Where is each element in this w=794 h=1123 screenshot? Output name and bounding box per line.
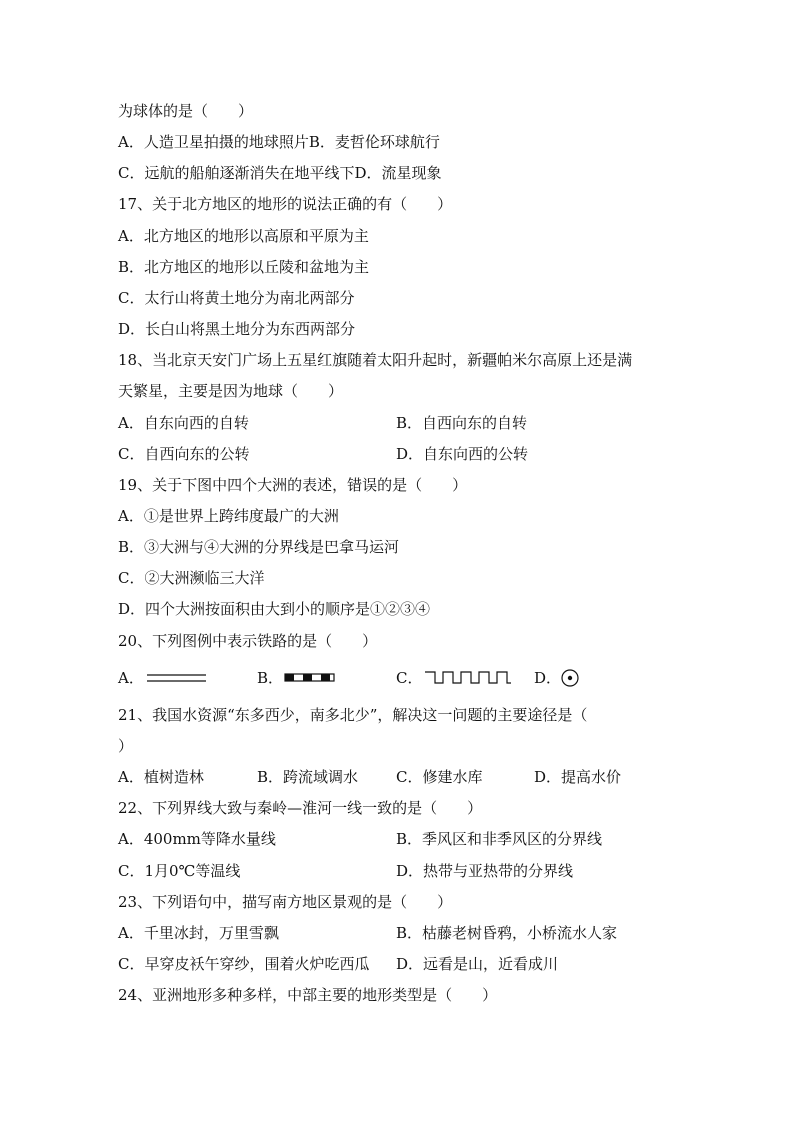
q22-option-a: A．400mm等降水量线 <box>118 830 276 848</box>
q17-option-a: A．北方地区的地形以高原和平原为主 <box>118 227 369 245</box>
q16-option-a-b: A．人造卫星拍摄的地球照片B．麦哲伦环球航行 <box>118 133 440 151</box>
q16-stem: 为球体的是（ ） <box>118 102 254 120</box>
q20-option-d-label: D． <box>534 669 562 687</box>
q23-option-d: D．远看是山，近看成川 <box>396 955 559 973</box>
boundary-legend-icon <box>423 668 513 686</box>
q19-option-b: B．③大洲与④大洲的分界线是巴拿马运河 <box>118 538 400 556</box>
q17-option-d: D．长白山将黑土地分为东西两部分 <box>118 320 356 338</box>
q20-option-b-label: B． <box>257 669 284 687</box>
q17-option-b: B．北方地区的地形以丘陵和盆地为主 <box>118 258 370 276</box>
q18-option-c: C．自西向东的公转 <box>118 445 250 463</box>
q18-option-a: A．自东向西的自转 <box>118 414 249 432</box>
q21-option-c: C．修建水库 <box>396 768 483 786</box>
q21-option-d: D．提高水价 <box>534 768 622 786</box>
q21-option-a: A．植树造林 <box>118 768 204 786</box>
q18-option-d: D．自东向西的公转 <box>396 445 529 463</box>
q19-stem: 19、关于下图中四个大洲的表述，错误的是（ ） <box>118 476 468 494</box>
q23-option-c: C．早穿皮袄午穿纱，围着火炉吃西瓜 <box>118 955 370 973</box>
q20-option-a-label: A． <box>118 669 144 687</box>
q21-stem-line2: ） <box>118 737 134 755</box>
q22-stem: 22、下列界线大致与秦岭—淮河一线一致的是（ ） <box>118 799 483 817</box>
q23-option-a: A．千里冰封，万里雪飘 <box>118 924 279 942</box>
railway-legend-icon <box>284 671 336 685</box>
capital-city-legend-icon <box>560 668 580 688</box>
q19-option-c: C．②大洲濒临三大洋 <box>118 569 265 587</box>
q23-stem: 23、下列语句中，描写南方地区景观的是（ ） <box>118 893 453 911</box>
q22-option-d: D．热带与亚热带的分界线 <box>396 862 574 880</box>
q21-option-b: B．跨流域调水 <box>257 768 359 786</box>
q21-stem-line1: 21、我国水资源“东多西少，南多北少”，解决这一问题的主要途径是（ <box>118 706 588 724</box>
q18-option-b: B．自西向东的自转 <box>396 414 528 432</box>
q23-option-b: B．枯藤老树昏鸦，小桥流水人家 <box>396 924 618 942</box>
q16-option-c-d: C．远航的船舶逐渐消失在地平线下D．流星现象 <box>118 164 442 182</box>
q18-stem-line1: 18、当北京天安门广场上五星红旗随着太阳升起时，新疆帕米尔高原上还是满 <box>118 351 633 369</box>
q20-option-c-label: C． <box>396 669 423 687</box>
q20-stem: 20、下列图例中表示铁路的是（ ） <box>118 632 378 650</box>
double-line-legend-icon <box>146 671 208 685</box>
q17-stem: 17、关于北方地区的地形的说法正确的有（ ） <box>118 195 453 213</box>
q17-option-c: C．太行山将黄土地分为南北两部分 <box>118 289 355 307</box>
q19-option-d: D．四个大洲按面积由大到小的顺序是①②③④ <box>118 600 431 618</box>
q22-option-c: C．1月0℃等温线 <box>118 862 241 880</box>
q22-option-b: B．季风区和非季风区的分界线 <box>396 830 603 848</box>
q18-stem-line2: 天繁星，主要是因为地球（ ） <box>118 382 344 400</box>
q24-stem: 24、亚洲地形多种多样，中部主要的地形类型是（ ） <box>118 986 498 1004</box>
q19-option-a: A．①是世界上跨纬度最广的大洲 <box>118 507 339 525</box>
